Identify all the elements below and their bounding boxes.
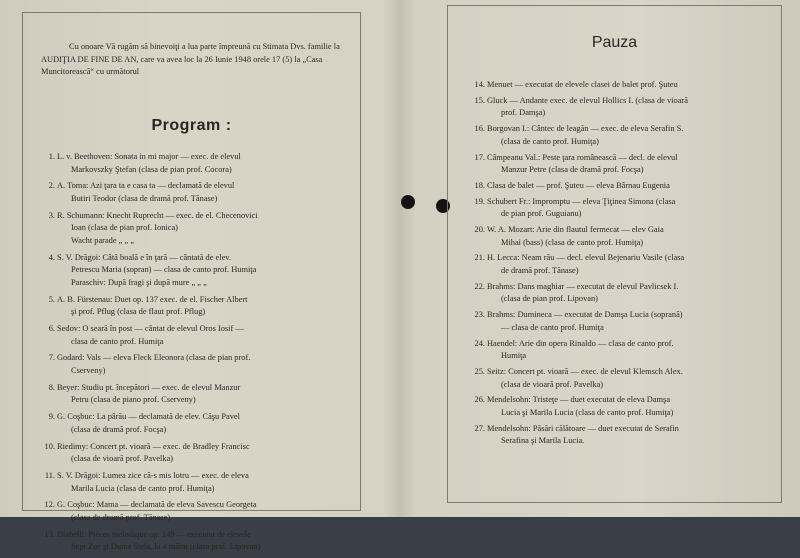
program-item — [31, 180, 357, 205]
item-number: 19. — [474, 196, 485, 206]
item-text: R. Schumann: Knecht Ruprecht — exec. de el. Checenovici — [57, 210, 258, 220]
item-continuation: Marila Lucia (clasa de canto prof. Humiţa) — [71, 483, 215, 493]
program-item — [461, 252, 779, 277]
item-text: S. V. Drăgoi: Lumea zice că-s mis lotru — exec. de eleva — [57, 470, 249, 480]
item-text: Mendelsohn: Păsări călătoare — duet executat de Serafin — [487, 423, 679, 433]
program-item — [461, 338, 779, 363]
item-number: 20. — [474, 225, 485, 235]
item-text: Schubert Fr.: Impromptu — eleva Ţiţinea Simona (clasa — [487, 196, 676, 206]
item-text: S. V. Drăgoi: Câtă boală e în ţară — cântată de elev. — [57, 252, 232, 262]
item-continuation: Markovszky Ştefan (clasa de pian prof. Cocora) — [71, 164, 232, 174]
item-continuation: Manzur Petre (clasa de dramă prof. Focşa) — [501, 165, 644, 175]
item-number: 5. — [48, 294, 55, 304]
program-item — [461, 95, 779, 120]
item-continuation: (clasa de dramă prof. Tănase) — [71, 512, 171, 522]
item-continuation: şi prof. Pflug (clasa de flaut prof. Pflug) — [71, 307, 206, 317]
item-text: H. Lecca: Neam rău — decl. elevul Bejenariu Vasile (clasa — [487, 253, 685, 263]
program-title: Program : — [151, 117, 232, 134]
item-text: Beyer: Studiu pt. începători — exec. de elevul Manzur — [57, 382, 241, 392]
item-number: 21. — [474, 253, 485, 263]
item-continuation: Humiţa — [501, 351, 527, 361]
program-item — [31, 470, 357, 495]
item-number: 12. — [44, 500, 55, 510]
item-text: L. v. Beethoven: Sonata in mi major — exec. de elevul — [57, 152, 241, 161]
item-number: 9. — [48, 412, 55, 422]
invitation-text: Cu onoare Vă rugăm să binevoiţi a lua parte împreună cu Stimata Dvs. familie la AUDIŢIA DE FINE DE AN, care va avea loc la 26 Iunie 1948 orele 17 (5) la „Casa Muncitorească“ cu următorul — [41, 42, 340, 76]
item-continuation: Ioan (clasa de pian prof. Ionica) — [71, 223, 178, 233]
item-text: W. A. Mozart: Arie din flautul fermecat — elev Gaia — [487, 225, 664, 235]
item-number: 13. — [44, 529, 55, 539]
item-text: Mendelsohn: Tristeţe — duet executat de eleva Damşa — [487, 395, 671, 405]
program-item — [31, 352, 357, 377]
item-number: 2. — [48, 181, 55, 191]
item-number: 4. — [48, 252, 55, 262]
item-continuation: Mihai (bass) (clasa de canto prof. Humiţa) — [501, 237, 644, 247]
item-number: 23. — [474, 310, 485, 320]
item-continuation: Serafina şi Marila Lucia. — [501, 436, 585, 446]
program-item — [31, 529, 357, 554]
item-text: Sedov: O seară în post — cântat de elevul Oros Iosif — — [57, 324, 244, 334]
item-number: 14. — [474, 80, 485, 89]
item-text: Godard: Vals — eleva Fleck Eleonora (clasa de pian prof. — [57, 353, 251, 363]
program-item — [461, 423, 779, 448]
program-item — [31, 499, 357, 524]
item-continuation: de pian prof. Guguianu) — [501, 209, 582, 219]
item-text: Borgovan I.: Cântec de leagăn — exec. de eleva Serafin S. — [487, 124, 684, 134]
item-number: 16. — [474, 124, 485, 134]
program-item — [31, 323, 357, 348]
program-item — [31, 151, 357, 176]
item-number: 25. — [474, 366, 485, 376]
item-text: A. B. Fürstenau: Duet op. 137 exec. de el. Fischer Albert — [57, 294, 248, 304]
item-continuation: Sepi Zoe şi Duma Stela, la 4 mâini (clasa prof. Lipovan) — [71, 542, 261, 552]
item-text: Riedimy: Concert pt. vioară — exec. de Bradley Francisc — [57, 441, 250, 451]
item-number: 8. — [48, 382, 55, 392]
item-continuation: — clasa de canto prof. Humiţa — [501, 322, 604, 332]
item-continuation: Petru (clasa de piano prof. Cserveny) — [71, 395, 196, 405]
item-text: G. Coşbuc: Mama — declamată de eleva Savescu Georgeta — [57, 500, 257, 510]
item-number: 27. — [474, 423, 485, 433]
item-number: 1. — [48, 152, 55, 161]
program-item — [461, 123, 779, 148]
item-text: Haendel: Arie din opera Rinaldo — clasa de canto prof. — [487, 338, 674, 348]
item-number: 26. — [474, 395, 485, 405]
program-item — [461, 196, 779, 221]
program-item — [461, 366, 779, 391]
item-number: 22. — [474, 281, 485, 291]
item-number: 15. — [474, 95, 485, 105]
item-number: 6. — [48, 324, 55, 334]
item-number: 11. — [44, 470, 55, 480]
item-text: A. Toma: Azi ţara ta e casa ta — declamată de elevul — [57, 181, 235, 191]
item-continuation: (clasa de vioară prof. Pavelka) — [501, 379, 604, 389]
program-item — [461, 79, 779, 92]
left-page — [22, 12, 361, 552]
program-item — [461, 309, 779, 334]
program-item — [461, 281, 779, 306]
punch-hole-left — [401, 195, 415, 209]
item-number: 18. — [474, 180, 485, 190]
program-item — [461, 180, 779, 193]
item-continuation: Butiri Teodor (clasa de dramă prof. Tănase) — [71, 193, 218, 203]
pauza-title: Pauza — [591, 34, 638, 51]
item-text: Clasa de balet — prof. Şuteu — eleva Bârnau Eugenia — [487, 180, 670, 190]
program-item — [31, 441, 357, 466]
item-number: 10. — [44, 441, 55, 451]
item-continuation: Petrescu Maria (sopran) — clasa de canto prof. Humiţa — [71, 265, 257, 275]
item-continuation: Wacht parade „ „ „ — [71, 235, 135, 245]
item-continuation: clasa de canto prof. Humiţa — [71, 336, 164, 346]
program-item — [31, 294, 357, 319]
item-text: G. Coşbuc: La pârău — declamată de elev. Căşu Pavel — [57, 412, 240, 422]
item-continuation: (clasa de dramă prof. Focşa) — [71, 424, 167, 434]
item-continuation: de dramă prof. Tănase) — [501, 266, 579, 276]
program-item — [461, 394, 779, 419]
item-continuation: Cserveny) — [71, 366, 106, 376]
program-item — [31, 411, 357, 436]
item-text: Gluck — Andante exec. de elevul Hollics I. (clasa de vioară — [487, 95, 688, 105]
right-page — [447, 5, 782, 503]
item-text: Diabelli: Pièces melodique op. 149 — executat de elevele — [57, 529, 251, 539]
program-item — [461, 152, 779, 177]
item-text: Brahms: Dans maghiar — executat de elevul Pavlicsek I. — [487, 281, 679, 291]
item-continuation: prof. Damşa) — [501, 108, 546, 118]
item-text: Menuet — executat de elevele clasei de balet prof. Şuteu — [487, 80, 678, 89]
program-item — [31, 382, 357, 407]
pauza-list — [461, 79, 779, 451]
item-number: 3. — [48, 210, 55, 220]
item-continuation: (clasa de pian prof. Lipovan) — [501, 294, 598, 304]
item-text: Seitz: Concert pt. vioară — exec. de elevul Klemsch Alex. — [487, 366, 683, 376]
item-text: Câmpeanu Val.: Peste ţara românească — decl. de elevul — [487, 152, 678, 162]
item-number: 17. — [474, 152, 485, 162]
item-number: 7. — [48, 353, 55, 363]
program-item — [31, 210, 357, 248]
item-continuation: Paraschiv: După fragi şi după mure „ „ „ — [71, 277, 207, 287]
item-continuation: (clasa de vioară prof. Pavelka) — [71, 454, 174, 464]
item-continuation: Lucia şi Marila Lucia (clasa de canto prof. Humiţa) — [501, 407, 674, 417]
program-list — [31, 151, 357, 558]
program-item — [461, 224, 779, 249]
item-number: 24. — [474, 338, 485, 348]
item-text: Brahms: Dumineca — executat de Damşa Lucia (soprană) — [487, 310, 683, 320]
item-continuation: (clasa de canto prof. Humiţa) — [501, 136, 599, 146]
program-item — [31, 252, 357, 290]
